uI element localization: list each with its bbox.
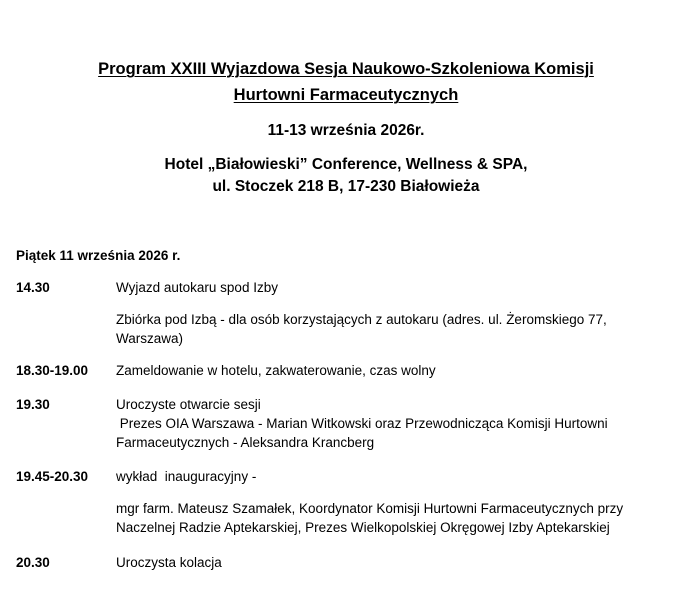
schedule-line: Uroczyste otwarcie sesji xyxy=(116,397,261,412)
schedule-description xyxy=(116,467,256,486)
day-heading: Piątek 11 września 2026 r. xyxy=(16,248,181,263)
schedule-line: Naczelnej Radzie Aptekarskiej, Prezes Wielkopolskiej Okręgowej Izby Aptekarskiej xyxy=(116,520,610,535)
program-title-line-2: Hurtowni Farmaceutycznych xyxy=(233,86,459,104)
schedule-time: 20.30 xyxy=(16,555,50,570)
schedule-line: wykład inauguracyjny - xyxy=(116,469,257,484)
schedule-line: Farmaceutycznych - Aleksandra Krancberg xyxy=(116,435,375,450)
schedule-description xyxy=(116,499,623,537)
schedule-line: Zbiórka pod Izbą - dla osób korzystających z autokaru (adres. ul. Żeromskiego 77, xyxy=(116,312,607,327)
schedule-line: Zameldowanie w hotelu, zakwaterowanie, czas wolny xyxy=(116,363,436,378)
schedule-time: 19.45-20.30 xyxy=(16,469,89,484)
schedule-line: Prezes OIA Warszawa - Marian Witkowski oraz Przewodnicząca Komisji Hurtowni xyxy=(116,416,608,431)
schedule-description xyxy=(116,553,222,572)
program-title-line-1: Program XXIII Wyjazdowa Sesja Naukowo-Szkoleniowa Komisji xyxy=(98,60,594,78)
venue-line-2: ul. Stoczek 218 B, 17-230 Białowieża xyxy=(212,178,480,195)
schedule-time: 14.30 xyxy=(16,280,50,295)
venue-line-1: Hotel „Białowieski” Conference, Wellness & SPA, xyxy=(164,156,528,173)
schedule-time: 18.30-19.00 xyxy=(16,363,89,378)
schedule-line: Warszawa) xyxy=(116,331,184,346)
schedule-time: 19.30 xyxy=(16,397,50,412)
schedule-line: Wyjazd autokaru spod Izby xyxy=(116,280,278,295)
schedule-line: mgr farm. Mateusz Szamałek, Koordynator Komisji Hurtowni Farmaceutycznych przy xyxy=(116,501,624,516)
schedule-description xyxy=(116,310,607,348)
schedule-description xyxy=(116,361,436,380)
schedule-description xyxy=(116,395,608,452)
schedule-line: Uroczysta kolacja xyxy=(116,555,222,570)
event-dates: 11-13 września 2026r. xyxy=(267,122,425,139)
schedule-description xyxy=(116,278,278,297)
